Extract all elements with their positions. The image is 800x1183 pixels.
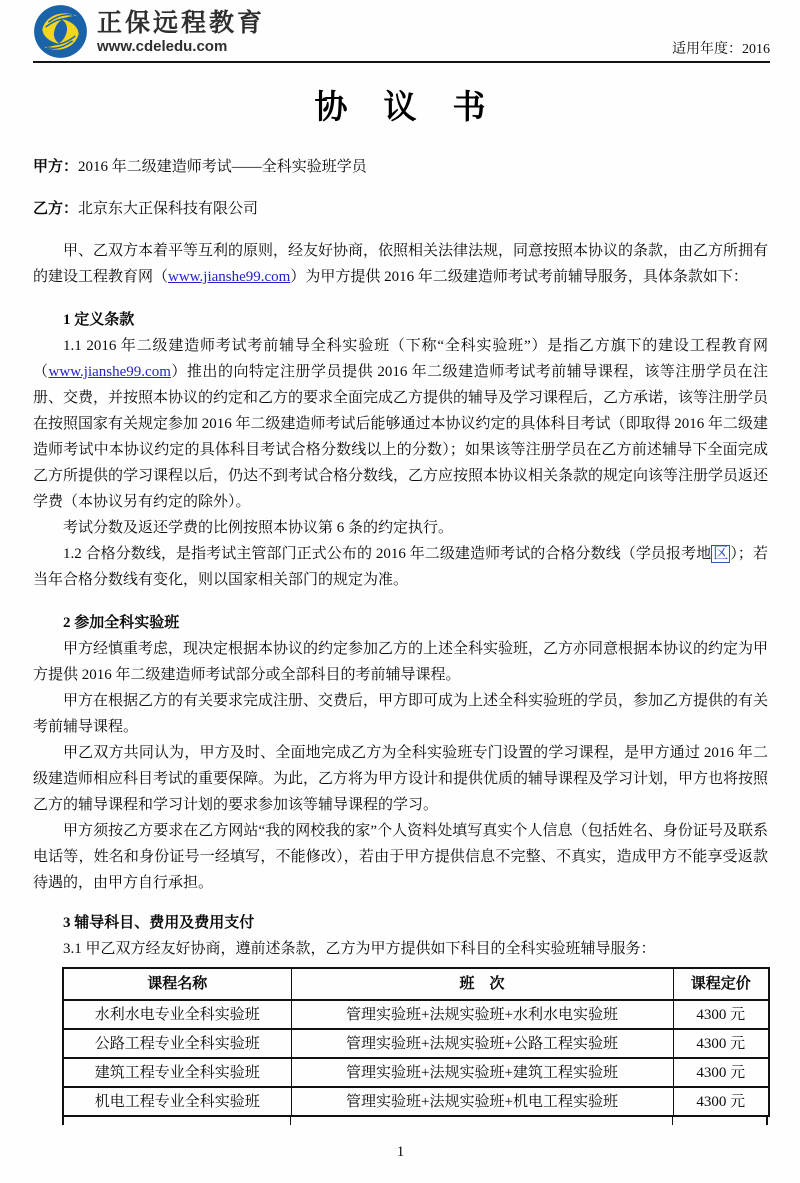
section-2-paragraph-2: 甲方在根据乙方的有关要求完成注册、交费后，甲方即可成为上述全科实验班的学员，参加乙方提供的有关考前辅导课程。 <box>33 693 769 735</box>
page-number: 1 <box>396 1144 405 1160</box>
cdeledu-logo-icon <box>33 4 88 59</box>
section-2-heading: 2 参加全科实验班 <box>63 615 180 631</box>
course-table <box>62 967 770 1117</box>
clause-1-2-after: ）；若当年合格分数线有变化，则以国家相关部门的规定为准。 <box>33 546 768 588</box>
brand-text <box>97 8 265 56</box>
refund-ratio-paragraph: 考试分数及返还学费的比例按照本协议第 6 条的约定执行。 <box>63 520 454 536</box>
clause-1-2-before: 1.2 合格分数线，是指考试主管部门正式公布的 2016 年二级建造师考试的合格分数线（学员报考地 <box>63 546 712 562</box>
column-header-course-name: 课程名称 <box>63 968 291 1000</box>
party-a-line <box>33 154 768 180</box>
class-type-cell: 管理实验班+法规实验班+机电工程实验班 <box>291 1087 673 1116</box>
party-b-line <box>33 196 768 222</box>
brand-website: www.cdeledu.com <box>97 37 228 55</box>
clause-1-1-paragraph <box>33 333 768 515</box>
course-name-cell: 建筑工程专业全科实验班 <box>63 1058 291 1087</box>
course-price-cell: 4300 元 <box>673 1000 769 1029</box>
table-header-row <box>63 968 769 1000</box>
section-2-paragraph-1: 甲方经慎重考虑，现决定根据本协议的约定参加乙方的上述全科实验班，乙方亦同意根据本协议的约定为甲方提供 2016 年二级建造师考试部分或全部科目的考前辅导课程。 <box>33 641 769 683</box>
column-header-class-type: 班 次 <box>291 968 673 1000</box>
intro-text-after-link: ）为甲方提供 2016 年二级建造师考试考前辅导服务，具体条款如下： <box>290 269 748 285</box>
party-a-value: 2016 年二级建造师考试——全科实验班学员 <box>78 159 367 175</box>
clause-1-1-after-link: ）推出的向特定注册学员提供 2016 年二级建造师考试考前辅导课程，该等注册学员在注册、交费，并按照本协议的约定和乙方的要求全面完成乙方提供的辅导及学习课程后，乙方承诺，该等注册学员在按照国家有关规定参加 2016 年二级建造师考试后能够通过本协议约定的具体科目考试（即取得 2016 年二级建造师考试中本协议约定的具体科目考试合格分数线以上的分数）；如果该等注册学员在乙方前述辅导下全面完成乙方所提供的学习课程以后，仍达不到考试合格分数线，乙方应按照本协议相关条款的规定向该等注册学员返还学费（本协议另有约定的除外）。 <box>33 364 769 510</box>
revision-marked-char: 区 <box>713 546 729 562</box>
party-b-value: 北京东大正保科技有限公司 <box>78 201 259 217</box>
page-title: 协 议 书 <box>314 90 500 126</box>
course-name-cell: 公路工程专业全科实验班 <box>63 1029 291 1058</box>
class-type-cell: 管理实验班+法规实验班+公路工程实验班 <box>291 1029 673 1058</box>
page-header <box>33 0 770 63</box>
brand-block <box>33 4 265 59</box>
intro-text-before-link: 甲、乙双方本着平等互利的原则，经友好协商，依照相关法律法规，同意按照本协议的条款，由乙方所拥有的建设工程教育网（ <box>33 243 769 285</box>
table-row <box>63 1029 769 1058</box>
document-body <box>33 154 768 1165</box>
jianshe99-link-2[interactable]: www.jianshe99.com <box>48 364 171 380</box>
course-price-cell: 4300 元 <box>673 1058 769 1087</box>
course-name-cell: 机电工程专业全科实验班 <box>63 1087 291 1116</box>
course-name-cell: 水利水电专业全科实验班 <box>63 1000 291 1029</box>
brand-name: 正保远程教育 <box>97 8 266 37</box>
table-row <box>63 1000 769 1029</box>
course-price-cell: 4300 元 <box>673 1087 769 1116</box>
applicable-year-label: 适用年度：2016 <box>672 42 770 57</box>
section-3-heading: 3 辅导科目、费用及费用支付 <box>63 915 255 931</box>
table-row <box>63 1087 769 1116</box>
jianshe99-link[interactable]: www.jianshe99.com <box>168 269 291 285</box>
clause-1-2-paragraph <box>33 541 768 593</box>
column-header-course-price: 课程定价 <box>673 968 769 1000</box>
class-type-cell: 管理实验班+法规实验班+建筑工程实验班 <box>291 1058 673 1087</box>
table-page-break-stub <box>62 1117 768 1125</box>
clause-1-1-before-link: 1.1 2016 年二级建造师考试考前辅导全科实验班（下称“全科实验班”）是指乙方旗下的建设工程教育网（ <box>33 338 768 380</box>
section-1-heading: 1 定义条款 <box>63 312 135 328</box>
section-2-paragraph-4: 甲方须按乙方要求在乙方网站“我的网校我的家”个人资料处填写真实个人信息（包括姓名、身份证号及联系电话等，姓名和身份证号一经填写，不能修改），若由于甲方提供信息不完整、不真实，造成甲方不能享受返款待遇的，由甲方自行承担。 <box>33 823 768 891</box>
clause-3-1-paragraph: 3.1 甲乙双方经友好协商，遵前述条款，乙方为甲方提供如下科目的全科实验班辅导服务： <box>63 941 656 957</box>
class-type-cell: 管理实验班+法规实验班+水利水电实验班 <box>291 1000 673 1029</box>
section-2-paragraph-3: 甲乙双方共同认为，甲方及时、全面地完成乙方为全科实验班专门设置的学习课程，是甲方通过 2016 年二级建造师相应科目考试的重要保障。为此，乙方将为甲方设计和提供优质的辅导课程及学习计划，甲方也将按照乙方的辅导课程和学习计划的要求参加该等辅导课程的学习。 <box>33 745 769 813</box>
intro-paragraph <box>33 238 768 290</box>
party-a-label: 甲方： <box>33 159 79 175</box>
party-b-label: 乙方： <box>33 201 79 217</box>
course-price-cell: 4300 元 <box>673 1029 769 1058</box>
table-row <box>63 1058 769 1087</box>
